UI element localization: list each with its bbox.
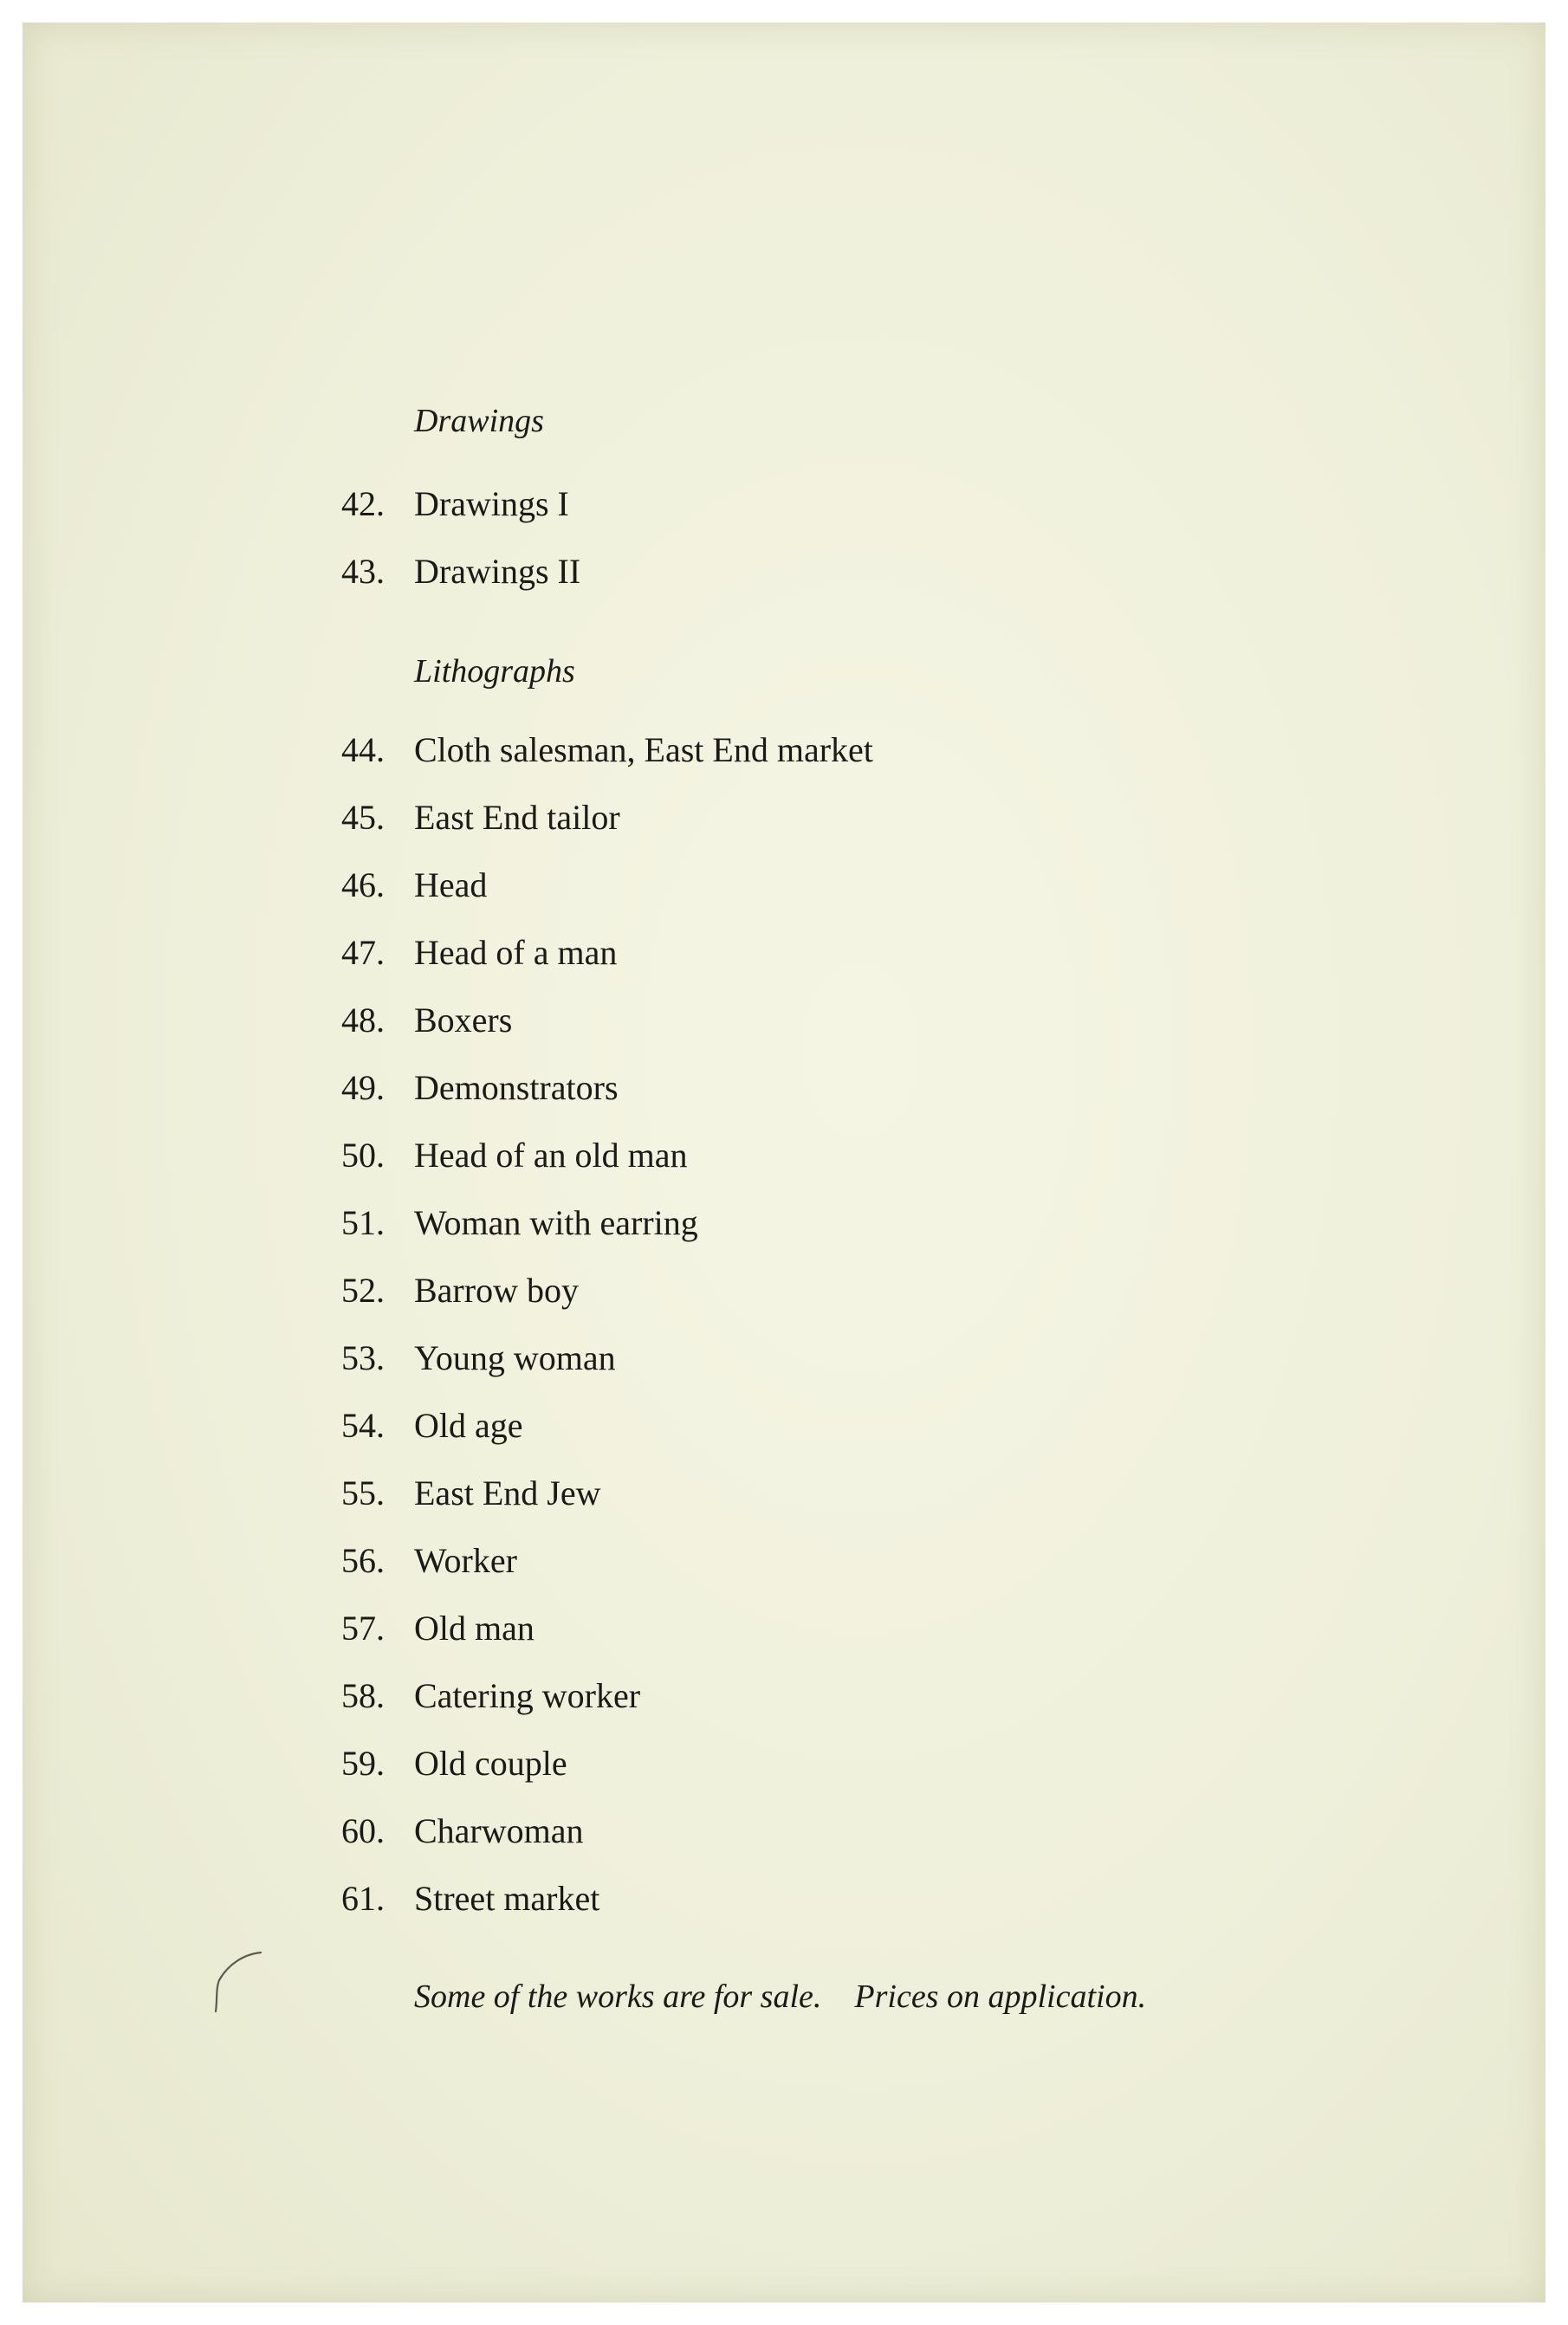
sale-note-part1: Some of the works are for sale. (414, 1979, 822, 2015)
entry-number: 42. (341, 484, 385, 523)
entry-number: 45. (341, 798, 385, 837)
catalogue-entry (341, 1067, 619, 1109)
entry-number: 48. (341, 1001, 385, 1039)
sale-note-part2: Prices on application. (854, 1979, 1147, 2015)
entry-title: Demonstrators (414, 1068, 619, 1107)
pencil-mark-icon (209, 1946, 269, 2015)
entry-number: 56. (341, 1541, 385, 1580)
entry-number: 61. (341, 1879, 385, 1918)
entry-title: Catering worker (414, 1676, 641, 1715)
catalogue-page (23, 23, 1545, 2302)
entry-number: 60. (341, 1811, 385, 1850)
entry-number: 52. (341, 1271, 385, 1310)
entry-number: 44. (341, 730, 385, 769)
entry-number: 57. (341, 1609, 385, 1648)
entry-title: Charwoman (414, 1811, 584, 1850)
entry-title: Old age (414, 1406, 523, 1445)
entry-title: East End tailor (414, 798, 620, 837)
catalogue-entry (341, 1878, 599, 1920)
entry-number: 50. (341, 1136, 385, 1175)
entry-title: Head of an old man (414, 1136, 688, 1175)
entry-number: 53. (341, 1338, 385, 1377)
section-heading-lithographs: Lithographs (414, 653, 575, 690)
catalogue-entry (341, 1675, 640, 1717)
catalogue-entry (341, 1202, 698, 1244)
catalogue-entry (341, 1743, 567, 1784)
catalogue-entry (341, 1473, 601, 1514)
catalogue-entry (341, 1135, 687, 1176)
entry-title: Boxers (414, 1001, 513, 1039)
entry-title: Drawings II (414, 552, 581, 591)
entry-number: 59. (341, 1744, 385, 1783)
entry-title: Head (414, 865, 488, 904)
entry-number: 58. (341, 1676, 385, 1715)
entry-title: Cloth salesman, East End market (414, 730, 873, 769)
entry-number: 49. (341, 1068, 385, 1107)
catalogue-entry (341, 1810, 584, 1852)
entry-number: 55. (341, 1473, 385, 1512)
catalogue-entry (341, 1270, 579, 1311)
catalogue-entry (341, 1608, 535, 1649)
entry-title: Old couple (414, 1744, 567, 1783)
catalogue-entry (341, 1405, 523, 1447)
catalogue-entry (341, 865, 487, 906)
entry-title: Drawings I (414, 484, 569, 523)
entry-number: 47. (341, 933, 385, 972)
entry-number: 46. (341, 865, 385, 904)
entry-number: 43. (341, 552, 385, 591)
entry-title: Old man (414, 1609, 535, 1648)
entry-title: Worker (414, 1541, 517, 1580)
catalogue-entry (341, 797, 620, 839)
sale-note (414, 1978, 1146, 2016)
catalogue-entry (341, 483, 569, 525)
entry-title: Barrow boy (414, 1271, 579, 1310)
entry-title: Street market (414, 1879, 600, 1918)
catalogue-entry (341, 1337, 616, 1379)
entry-number: 54. (341, 1406, 385, 1445)
entry-number: 51. (341, 1203, 385, 1242)
catalogue-entry (341, 932, 617, 974)
catalogue-entry (341, 729, 873, 771)
entry-title: Woman with earring (414, 1203, 698, 1242)
section-heading-drawings: Drawings (414, 403, 544, 439)
entry-title: Young woman (414, 1338, 616, 1377)
catalogue-entry (341, 1000, 512, 1041)
entry-title: Head of a man (414, 933, 618, 972)
entry-title: East End Jew (414, 1473, 601, 1512)
catalogue-entry (341, 1540, 517, 1582)
catalogue-entry (341, 551, 580, 593)
